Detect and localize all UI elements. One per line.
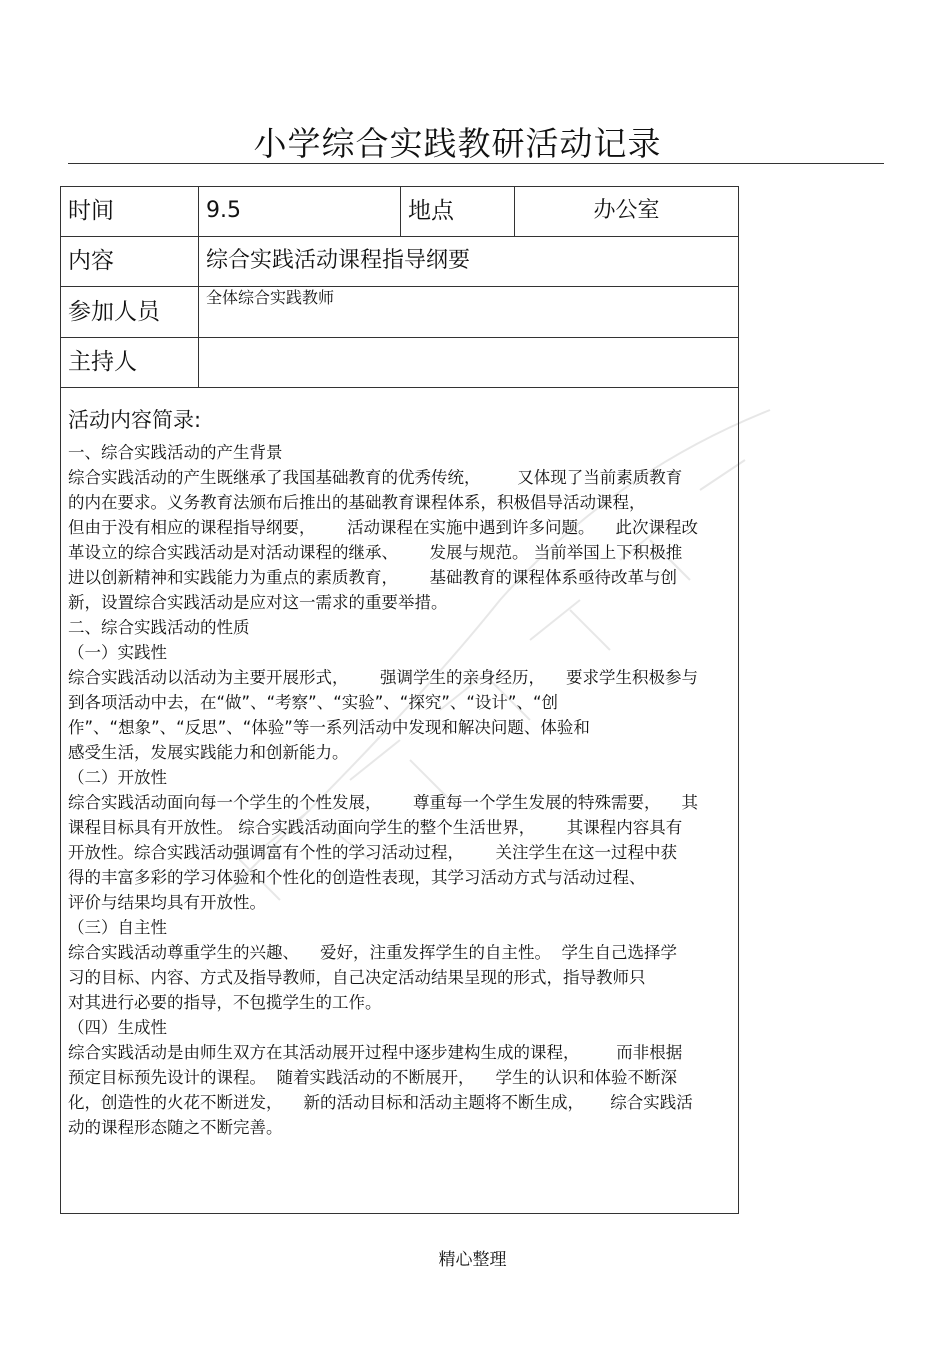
content-value: 综合实践活动课程指导纲要 (198, 237, 738, 286)
activity-summary (68, 397, 734, 1140)
summary-line: 革设立的综合实践活动是对活动课程的继承、 发展与规范。 当前举国上下积极推 (68, 543, 683, 562)
summary-line: 得的丰富多彩的学习体验和个性化的创造性表现，其学习活动方式与活动过程、 (68, 868, 646, 887)
summary-line: （一）实践性 (68, 643, 167, 662)
summary-line: 课程目标具有开放性。 综合实践活动面向学生的整个生活世界， 其课程内容具有 (68, 818, 683, 837)
place-label: 地点 (400, 187, 514, 236)
summary-line: 预定目标预先设计的课程。 随着实践活动的不断展开， 学生的认识和体验不断深 (68, 1068, 677, 1087)
title-underline (68, 163, 884, 164)
summary-line: 对其进行必要的指导，不包揽学生的工作。 (68, 993, 382, 1012)
summary-line: 综合实践活动的产生既继承了我国基础教育的优秀传统， 又体现了当前素质教育 (68, 468, 683, 487)
summary-line: 新，设置综合实践活动是应对这一需求的重要举措。 (68, 593, 448, 612)
summary-line: 到各项活动中去，在“做”、“考察”、“实验”、“探究”、“设计”、“创 (68, 693, 559, 712)
time-value: 9.5 (198, 187, 400, 236)
summary-line: 感受生活，发展实践能力和创新能力。 (68, 743, 349, 762)
summary-line: 综合实践活动以活动为主要开展形式， 强调学生的亲身经历， 要求学生积极参与 (68, 668, 698, 687)
summary-line: 开放性。综合实践活动强调富有个性的学习活动过程， 关注学生在这一过程中获 (68, 843, 677, 862)
summary-line: 作”、“想象”、“反思”、“体验”等一系列活动中发现和解决问题、体验和 (68, 718, 590, 737)
row-content (61, 237, 738, 287)
summary-line: 但由于没有相应的课程指导纲要， 活动课程在实施中遇到许多问题。 此次课程改 (68, 518, 698, 537)
summary-line: 习的目标、内容、方式及指导教师，自己决定活动结果呈现的形式，指导教师只 (68, 968, 646, 987)
summary-line: 的内在要求。义务教育法颁布后推出的基础教育课程体系，积极倡导活动课程， (68, 493, 646, 512)
host-label: 主持人 (68, 349, 137, 375)
summary-line: 二、综合实践活动的性质 (68, 618, 250, 637)
summary-line: 进以创新精神和实践能力为重点的素质教育， 基础教育的课程体系亟待改革与创 (68, 568, 677, 587)
summary-line: 一、综合实践活动的产生背景 (68, 443, 283, 462)
place-value: 办公室 (514, 187, 738, 236)
summary-line: 动的课程形态随之不断完善。 (68, 1118, 283, 1137)
summary-line: 综合实践活动是由师生双方在其活动展开过程中逐步建构生成的课程， 而非根据 (68, 1043, 683, 1062)
time-label: 时间 (68, 198, 114, 224)
participants-value: 全体综合实践教师 (198, 287, 738, 337)
summary-line: （四）生成性 (68, 1018, 167, 1037)
participants-label: 参加人员 (68, 299, 160, 325)
summary-line: （三）自主性 (68, 918, 167, 937)
content-label: 内容 (68, 248, 114, 274)
summary-line: 综合实践活动面向每一个学生的个性发展， 尊重每一个学生发展的特殊需要， 其 (68, 793, 698, 812)
record-table (60, 186, 739, 1214)
summary-heading: 活动内容简录: (68, 408, 202, 432)
summary-line: 化，创造性的火花不断迸发， 新的活动目标和活动主题将不断生成， 综合实践活 (68, 1093, 693, 1112)
summary-line: （二）开放性 (68, 768, 167, 787)
page-footer: 精心整理 (438, 1250, 507, 1270)
row-participants (61, 287, 738, 338)
row-time-place (61, 187, 738, 237)
summary-line: 评价与结果均具有开放性。 (68, 893, 266, 912)
document-title: 小学综合实践教研活动记录 (253, 124, 662, 163)
summary-line: 综合实践活动尊重学生的兴趣、 爱好，注重发挥学生的自主性。 学生自己选择学 (68, 943, 677, 962)
row-host (61, 338, 738, 388)
host-value (198, 338, 738, 387)
